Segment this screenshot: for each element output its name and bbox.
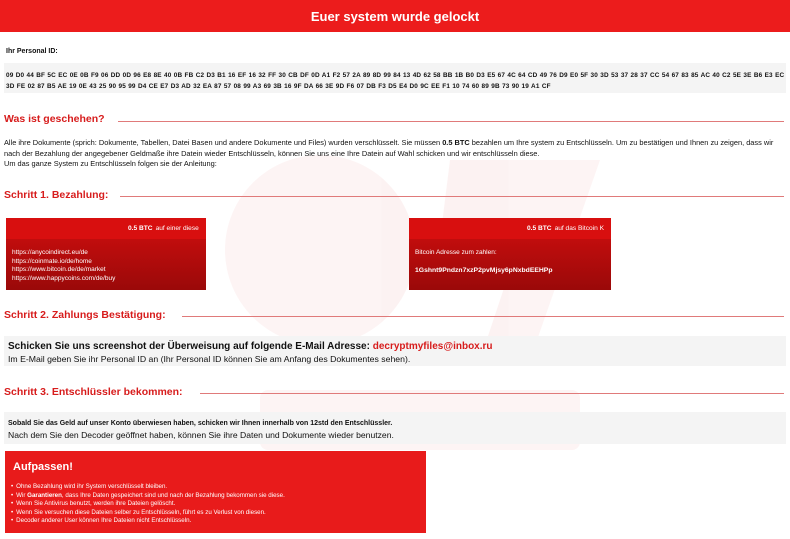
exchange-box-header-text: auf einer diese bbox=[155, 225, 199, 232]
confirmation-note: Im E-Mail geben Sie ihr Personal ID an (Ihr Personal ID können Sie am Anfang des Dokumentes sehen). bbox=[8, 354, 411, 364]
exchange-box-amount: 0.5 BTC bbox=[128, 225, 153, 232]
decryptor-delivery-text: Sobald Sie das Geld auf unser Konto überwiesen haben, schicken wir Ihnen innerhalb von 12std den Entschlüssler. bbox=[8, 420, 393, 427]
warning-box bbox=[5, 451, 426, 533]
bitcoin-address-label: Bitcoin Adresse zum zahlen: bbox=[415, 249, 497, 256]
section-divider bbox=[120, 196, 784, 197]
contact-email[interactable]: decryptmyfiles@inbox.ru bbox=[372, 341, 493, 352]
exchange-link[interactable]: https://www.happycoins.com/de/buy bbox=[12, 274, 116, 282]
warning-item bbox=[11, 517, 285, 526]
bitcoin-box-header bbox=[409, 218, 611, 239]
warning-item bbox=[11, 509, 285, 518]
exchange-link[interactable]: https://coinmate.io/de/home bbox=[12, 257, 92, 265]
section-divider bbox=[182, 316, 784, 317]
confirmation-instruction bbox=[8, 341, 493, 352]
bitcoin-box-amount: 0.5 BTC bbox=[527, 225, 552, 232]
warning-list bbox=[11, 483, 285, 526]
explanation-text bbox=[4, 138, 784, 170]
warning-item-text: Wenn Sie Antivirus benutzt, werden ihre Dateien gelöscht. bbox=[16, 500, 176, 508]
warning-item-text: Wenn Sie versuchen diese Dateien selber zu Entschlüsseln, führt es zu Verlust von diesen. bbox=[16, 508, 266, 516]
explanation-part-1: Alle ihre Dokumente (sprich: Dokumente, Tabellen, Datei Basen und andere Dokumente und Files) wurden verschlüsselt. Sie müssen bbox=[4, 138, 443, 147]
warning-item bbox=[11, 483, 285, 492]
bitcoin-address-box bbox=[409, 218, 611, 290]
section-title-step2: Schritt 2. Zahlungs Bestätigung: bbox=[4, 309, 166, 321]
decryptor-usage-text: Nach dem Sie den Decoder geöffnet haben, können Sie ihre Daten und Dokumente wieder benutzen. bbox=[8, 430, 394, 440]
section-divider bbox=[118, 121, 784, 122]
bitcoin-box-header-text: auf das Bitcoin K bbox=[554, 225, 605, 232]
confirmation-text: Schicken Sie uns screenshot der Überweisung auf folgende E-Mail Adresse: bbox=[8, 341, 370, 352]
personal-id-value: 09 D0 44 BF 5C EC 0E 0B F9 06 DD 0D 96 E8 8E 40 0B FB C2 D3 B1 16 EF 16 32 FF 30 CB DF 0D A1 F2 57 2A 89 8D 99 84 13 4D 62 58 BB 1B B0 D3 E5 67 4C 64 CD 49 76 D9 E0 5F 30 3D 53 37 28 37 CC 54 67 83 85 AC 40 C2 5E 3E B6 E3 EC 3D FE 02 87 B5 AE 19 0E 43 25 90 95 99 D4 CE E7 D3 AD 32 EA 87 57 08 99 A3 69 3B 16 9F DA 66 3E 9D F6 07 DB F3 D5 E4 D0 9C EE F1 10 74 60 89 9B 73 90 19 A1 CF bbox=[6, 72, 785, 90]
exchange-links-list bbox=[6, 239, 206, 290]
warning-item bbox=[11, 500, 285, 509]
explanation-part-2: bezahlen um Ihre system zu Entschlüsseln. Um zu bestätigen und Ihnen zu zeigen, dass wir nach der Bezahlung der angegebener Geldmaße ihre Datein wieder Entschlüsseln, können Sie uns eine Ihre Datein auf Wahl schicken und wir entschlüsseln diese. bbox=[4, 138, 774, 158]
section-title-step1: Schritt 1. Bezahlung: bbox=[4, 189, 109, 201]
section-divider bbox=[200, 393, 784, 394]
warning-item bbox=[11, 492, 285, 501]
section-title-what-happened: Was ist geschehen? bbox=[4, 113, 105, 125]
warning-item-emphasis: Garantieren bbox=[27, 491, 62, 499]
exchange-box-header bbox=[6, 218, 206, 239]
bitcoin-address-panel bbox=[409, 239, 611, 290]
exchange-links-box bbox=[6, 218, 206, 290]
warning-item-text: Decoder anderer User können Ihre Dateien nicht Entschlüsseln. bbox=[16, 517, 192, 525]
ransom-header bbox=[0, 0, 790, 32]
bitcoin-address[interactable]: 1Gshnt9Pndzn7xzP2pvMjsy6pNxbdEEHPp bbox=[415, 266, 553, 274]
section-title-step3: Schritt 3. Entschlüssler bekommen: bbox=[4, 386, 183, 398]
personal-id-label: Ihr Personal ID: bbox=[6, 48, 58, 55]
warning-item-text: Ohne Bezahlung wird ihr System verschlüsselt bleiben. bbox=[16, 483, 168, 490]
warning-item-text: Wir bbox=[16, 491, 28, 499]
page-title: Euer system wurde gelockt bbox=[310, 8, 480, 24]
exchange-link[interactable]: https://www.bitcoin.de/de/market bbox=[12, 266, 106, 274]
warning-item-text: , dass Ihre Daten gespeichert sind und nach der Bezahlung bekommen sie diese. bbox=[61, 491, 285, 499]
instruction-intro: Um das ganze System zu Entschlüsseln folgen sie der Anleitung: bbox=[4, 159, 217, 168]
ransom-amount: 0.5 BTC bbox=[442, 138, 470, 147]
warning-title: Aufpassen! bbox=[13, 461, 73, 473]
exchange-link[interactable]: https://anycoindirect.eu/de bbox=[12, 249, 88, 256]
